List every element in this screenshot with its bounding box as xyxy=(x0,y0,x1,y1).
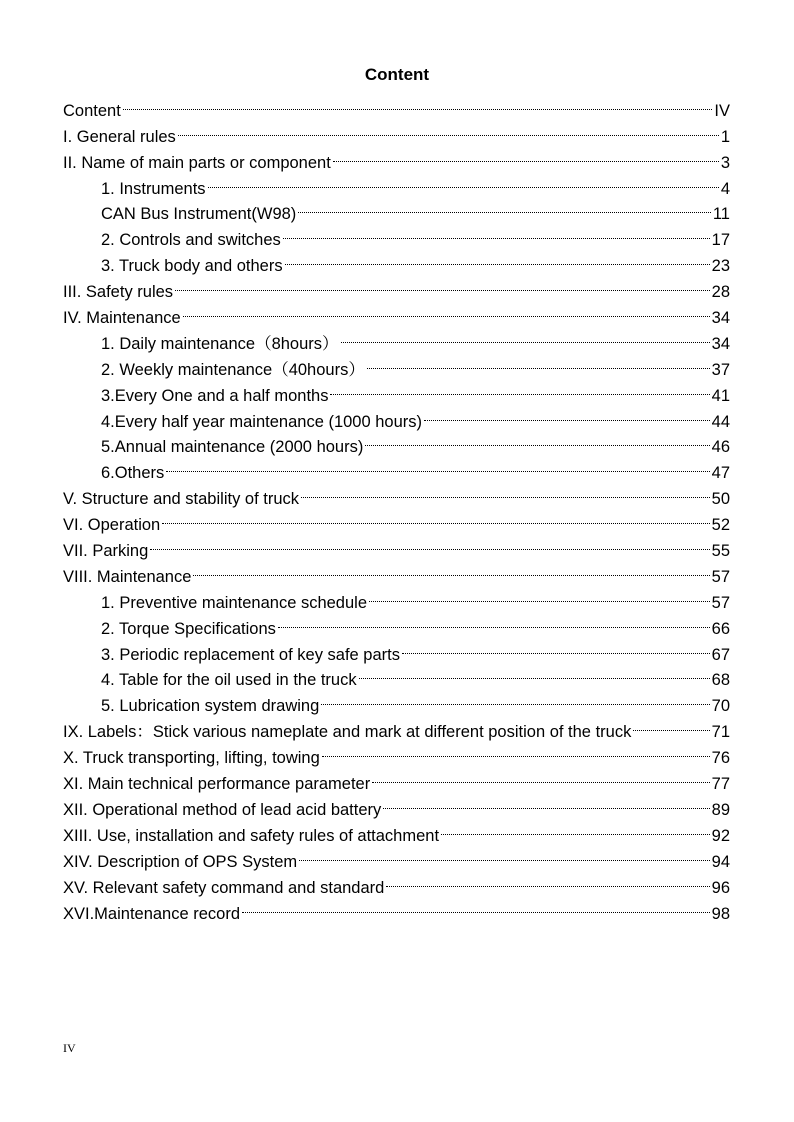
toc-entry-page: 47 xyxy=(711,464,730,483)
table-of-contents xyxy=(63,90,730,923)
toc-entry-label: III. Safety rules xyxy=(63,283,174,302)
toc-entry-page: 57 xyxy=(711,593,730,612)
dot-leader xyxy=(298,194,711,220)
toc-entry-label: 5.Annual maintenance (2000 hours) xyxy=(101,438,364,457)
toc-entry-page: 57 xyxy=(711,567,730,586)
toc-entry[interactable] xyxy=(63,504,730,535)
dot-leader xyxy=(365,427,709,453)
dot-leader xyxy=(208,168,719,194)
dot-leader xyxy=(633,711,709,737)
dot-leader xyxy=(301,478,710,504)
toc-entry-label: 3. Periodic replacement of key safe parts xyxy=(101,645,400,664)
dot-leader xyxy=(402,634,710,660)
toc-entry-page: 66 xyxy=(711,619,730,638)
dot-leader xyxy=(424,401,710,427)
dot-leader xyxy=(150,530,709,556)
toc-entry-label: 3.Every One and a half months xyxy=(101,386,329,405)
page-title: Content xyxy=(364,65,430,84)
dot-leader xyxy=(330,375,709,401)
dot-leader xyxy=(386,867,709,893)
toc-entry-page: 52 xyxy=(711,516,730,535)
toc-entry-label: I. General rules xyxy=(63,127,176,146)
toc-entry-page: IV xyxy=(714,101,730,120)
toc-entry-page: 77 xyxy=(711,775,730,794)
toc-entry-label: V. Structure and stability of truck xyxy=(63,490,300,509)
toc-entry-page: 71 xyxy=(711,723,730,742)
toc-entry-page: 28 xyxy=(711,283,730,302)
dot-leader xyxy=(162,504,709,530)
dot-leader xyxy=(278,608,710,634)
toc-entry-label: 4.Every half year maintenance (1000 hours) xyxy=(101,412,423,431)
toc-entry-label: XVI.Maintenance record xyxy=(63,904,241,923)
toc-entry-label: CAN Bus Instrument(W98) xyxy=(101,205,297,224)
dot-leader xyxy=(367,349,710,375)
toc-entry-label: Content xyxy=(63,101,121,120)
toc-entry-page: 44 xyxy=(711,412,730,431)
toc-entry-page: 50 xyxy=(711,490,730,509)
dot-leader xyxy=(359,660,710,686)
toc-entry-label: II. Name of main parts or component xyxy=(63,153,331,172)
toc-entry-page: 89 xyxy=(711,800,730,819)
toc-entry-label: IV. Maintenance xyxy=(63,309,181,328)
toc-entry-page: 34 xyxy=(711,334,730,353)
toc-entry-label: X. Truck transporting, lifting, towing xyxy=(63,749,320,768)
toc-entry-label: 4. Table for the oil used in the truck xyxy=(101,671,357,690)
toc-entry-page: 34 xyxy=(711,309,730,328)
toc-entry-page: 94 xyxy=(711,852,730,871)
toc-entry-page: 46 xyxy=(711,438,730,457)
toc-entry-page: 3 xyxy=(720,153,730,172)
dot-leader xyxy=(372,763,709,789)
toc-entry-label: VIII. Maintenance xyxy=(63,567,192,586)
toc-entry-label: XIV. Description of OPS System xyxy=(63,852,298,871)
toc-entry[interactable] xyxy=(63,556,730,586)
toc-entry-page: 96 xyxy=(711,878,730,897)
toc-entry-label: 5. Lubrication system drawing xyxy=(101,697,320,716)
toc-entry-label: XII. Operational method of lead acid battery xyxy=(63,800,382,819)
toc-entry[interactable] xyxy=(63,90,730,120)
toc-entry-page: 11 xyxy=(712,205,730,224)
dot-leader xyxy=(321,685,709,711)
dot-leader xyxy=(383,789,709,815)
toc-entry-label: 1. Preventive maintenance schedule xyxy=(101,593,367,612)
toc-entry-page: 70 xyxy=(711,697,730,716)
toc-entry-page: 68 xyxy=(711,671,730,690)
toc-entry-page: 92 xyxy=(711,826,730,845)
toc-entry-page: 4 xyxy=(720,179,730,198)
toc-entry-page: 55 xyxy=(711,542,730,561)
toc-entry[interactable] xyxy=(63,530,730,561)
toc-entry-label: XI. Main technical performance parameter xyxy=(63,775,371,794)
dot-leader xyxy=(322,737,710,763)
toc-entry-page: 41 xyxy=(711,386,730,405)
dot-leader xyxy=(193,556,709,582)
dot-leader xyxy=(242,893,710,919)
toc-entry-label: 1. Instruments xyxy=(101,179,206,198)
toc-entry-label: XIII. Use, installation and safety rules of attachment xyxy=(63,826,440,845)
dot-leader xyxy=(441,815,710,841)
dot-leader xyxy=(341,323,710,349)
toc-entry-page: 23 xyxy=(711,257,730,276)
dot-leader xyxy=(175,271,710,297)
dot-leader xyxy=(183,297,710,323)
toc-entry-label: 2. Controls and switches xyxy=(101,231,281,250)
toc-entry-label: 1. Daily maintenance（8hours） xyxy=(101,334,339,353)
dot-leader xyxy=(283,219,710,245)
toc-entry-label: XV. Relevant safety command and standard xyxy=(63,878,385,897)
toc-entry-label: IX. Labels：Stick various nameplate and mark at different position of the truck xyxy=(63,723,632,742)
toc-entry-page: 98 xyxy=(711,904,730,923)
toc-entry-label: 6.Others xyxy=(101,464,165,483)
toc-entry[interactable] xyxy=(63,116,730,146)
toc-entry-label: VI. Operation xyxy=(63,516,161,535)
toc-entry-page: 17 xyxy=(711,231,730,250)
footer-page-number: IV xyxy=(63,1041,76,1055)
dot-leader xyxy=(166,452,709,478)
dot-leader xyxy=(123,90,713,116)
toc-entry-page: 1 xyxy=(720,127,730,146)
toc-entry-label: VII. Parking xyxy=(63,542,149,561)
dot-leader xyxy=(285,245,710,271)
dot-leader xyxy=(333,142,719,168)
dot-leader xyxy=(178,116,719,142)
toc-entry-page: 76 xyxy=(711,749,730,768)
toc-entry-page: 37 xyxy=(711,360,730,379)
toc-entry-page: 67 xyxy=(711,645,730,664)
dot-leader xyxy=(369,582,710,608)
dot-leader xyxy=(299,841,709,867)
toc-entry-label: 2. Weekly maintenance（40hours） xyxy=(101,360,365,379)
toc-entry-label: 3. Truck body and others xyxy=(101,257,283,276)
toc-entry-label: 2. Torque Specifications xyxy=(101,619,276,638)
